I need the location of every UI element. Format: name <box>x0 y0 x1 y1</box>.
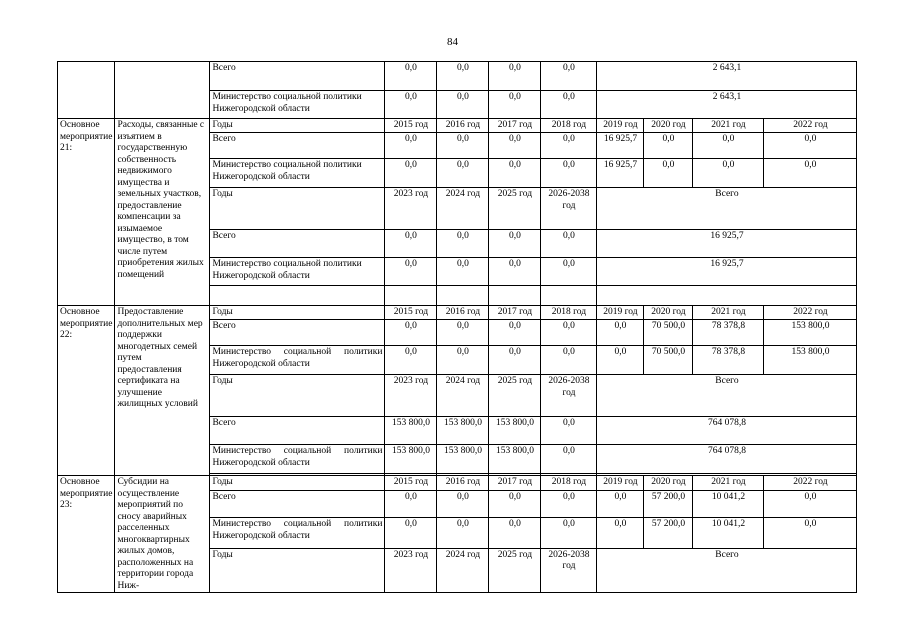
table-cell: 153 800,0 <box>385 417 437 445</box>
year-header: 2016 год <box>437 119 489 133</box>
row-label-vsego: Всего <box>210 62 385 91</box>
row-label-vsego: Всего <box>210 490 385 517</box>
row-label-vsego: Всего <box>210 133 385 159</box>
table-cell: 70 500,0 <box>644 346 693 375</box>
row-label-ministry: Министерство социальной политики Нижегородской области <box>210 159 385 188</box>
table-cell: 0,0 <box>541 258 597 286</box>
table-cell: 153 800,0 <box>764 320 857 346</box>
row-label-vsego: Всего <box>210 230 385 258</box>
table-cell: 0,0 <box>385 346 437 375</box>
year-header: 2018 год <box>541 476 597 491</box>
total-header: Всего <box>597 375 857 417</box>
cell-empty <box>541 286 597 306</box>
row-label-godu: Годы <box>210 306 385 320</box>
year-header: 2015 год <box>385 476 437 491</box>
year-header: 2019 год <box>597 306 644 320</box>
year-header: 2022 год <box>764 306 857 320</box>
cell-empty <box>385 286 437 306</box>
total-header: Всего <box>597 548 857 592</box>
table-cell: 0,0 <box>541 159 597 188</box>
table-cell: 0,0 <box>385 320 437 346</box>
total-cell: 16 925,7 <box>597 230 857 258</box>
year-header: 2021 год <box>693 476 764 491</box>
year-header: 2021 год <box>693 306 764 320</box>
table-cell: 0,0 <box>541 62 597 91</box>
year-header: 2021 год <box>693 119 764 133</box>
year-header: 2017 год <box>489 476 541 491</box>
table-cell: 153 800,0 <box>489 417 541 445</box>
measure-22-description: Предоставление дополнительных мер поддержки многодетных семей путем предоставления сертификата на улучшение жилищных условий <box>115 306 210 476</box>
measure-22-number: Основное мероприятие 22: <box>58 306 115 476</box>
table-cell: 0,0 <box>489 133 541 159</box>
table-cell: 0,0 <box>385 62 437 91</box>
year-header: 2026-2038 год <box>541 375 597 417</box>
row-label-vsego: Всего <box>210 417 385 445</box>
financing-table <box>57 61 857 593</box>
table-cell: 0,0 <box>437 518 489 549</box>
table-cell: 153 800,0 <box>764 346 857 375</box>
year-header: 2024 год <box>437 548 489 592</box>
row-label-godu: Годы <box>210 119 385 133</box>
total-cell: 2 643,1 <box>597 62 857 91</box>
total-cell: 2 643,1 <box>597 91 857 119</box>
year-header: 2026-2038 год <box>541 548 597 592</box>
table-cell: 0,0 <box>437 346 489 375</box>
table-cell: 0,0 <box>385 518 437 549</box>
table-row <box>58 476 857 491</box>
table-cell: 10 041,2 <box>693 518 764 549</box>
row-label-godu: Годы <box>210 476 385 491</box>
table-cell: 0,0 <box>541 445 597 474</box>
table-cell: 0,0 <box>597 518 644 549</box>
table-cell: 0,0 <box>644 159 693 188</box>
year-header: 2020 год <box>644 476 693 491</box>
measure-21-description: Расходы, связанные с изъятием в государственную собственность недвижимого имущества и земельных участков, предоставление компенсации за изымаемое имущество, в том числе путем приобретения жилых помещений <box>115 119 210 306</box>
year-header: 2025 год <box>489 188 541 230</box>
year-header: 2016 год <box>437 306 489 320</box>
table-row <box>58 62 857 91</box>
total-cell: 764 078,8 <box>597 417 857 445</box>
year-header: 2026-2038 год <box>541 188 597 230</box>
table-cell: 0,0 <box>764 159 857 188</box>
year-header: 2025 год <box>489 548 541 592</box>
total-cell: 764 078,8 <box>597 445 857 474</box>
year-header: 2023 год <box>385 188 437 230</box>
year-header: 2019 год <box>597 119 644 133</box>
table-cell: 0,0 <box>489 62 541 91</box>
cell-empty <box>489 286 541 306</box>
table-cell: 153 800,0 <box>437 445 489 474</box>
row-label-godu: Годы <box>210 188 385 230</box>
table-cell: 0,0 <box>597 490 644 517</box>
year-header: 2019 год <box>597 476 644 491</box>
cell-empty <box>58 62 115 119</box>
table-cell: 70 500,0 <box>644 320 693 346</box>
year-header: 2020 год <box>644 306 693 320</box>
table-cell: 0,0 <box>597 346 644 375</box>
table-cell: 0,0 <box>489 91 541 119</box>
table-cell: 0,0 <box>385 490 437 517</box>
table-cell: 0,0 <box>385 91 437 119</box>
year-header: 2024 год <box>437 188 489 230</box>
year-header: 2018 год <box>541 306 597 320</box>
table-cell: 0,0 <box>437 91 489 119</box>
year-header: 2024 год <box>437 375 489 417</box>
table-cell: 0,0 <box>693 159 764 188</box>
table-cell: 0,0 <box>489 518 541 549</box>
table-cell: 0,0 <box>385 159 437 188</box>
measure-23-description: Субсидии на осуществление мероприятий по сносу аварийных расселенных многоквартирных жилых домов, расположенных на территории города Ниж- <box>115 476 210 593</box>
table-cell: 0,0 <box>541 518 597 549</box>
year-header: 2017 год <box>489 306 541 320</box>
year-header: 2022 год <box>764 119 857 133</box>
table-cell: 0,0 <box>541 490 597 517</box>
year-header: 2015 год <box>385 119 437 133</box>
table-row <box>58 119 857 133</box>
table-cell: 0,0 <box>541 346 597 375</box>
cell-empty <box>597 286 857 306</box>
cell-empty <box>115 62 210 119</box>
row-label-ministry: Министерство социальной политики Нижегородской области <box>210 445 385 474</box>
table-cell: 0,0 <box>437 133 489 159</box>
measure-23-number: Основное мероприятие 23: <box>58 476 115 593</box>
table-cell: 0,0 <box>541 417 597 445</box>
table-cell: 0,0 <box>489 320 541 346</box>
table-cell: 0,0 <box>437 258 489 286</box>
year-header: 2020 год <box>644 119 693 133</box>
table-cell: 0,0 <box>489 490 541 517</box>
table-cell: 0,0 <box>437 159 489 188</box>
table-cell: 10 041,2 <box>693 490 764 517</box>
table-cell: 57 200,0 <box>644 518 693 549</box>
year-header: 2018 год <box>541 119 597 133</box>
table-cell: 0,0 <box>764 133 857 159</box>
table-cell: 0,0 <box>385 133 437 159</box>
table-cell: 16 925,7 <box>597 133 644 159</box>
table-cell: 0,0 <box>437 230 489 258</box>
year-header: 2025 год <box>489 375 541 417</box>
year-header: 2016 год <box>437 476 489 491</box>
table-cell: 0,0 <box>764 518 857 549</box>
table-cell: 0,0 <box>385 258 437 286</box>
table-cell: 0,0 <box>541 230 597 258</box>
table-cell: 153 800,0 <box>437 417 489 445</box>
cell-empty <box>437 286 489 306</box>
table-cell: 0,0 <box>541 320 597 346</box>
table-cell: 0,0 <box>489 159 541 188</box>
year-header: 2023 год <box>385 375 437 417</box>
table-cell: 0,0 <box>437 62 489 91</box>
table-cell: 0,0 <box>437 490 489 517</box>
row-label-vsego: Всего <box>210 320 385 346</box>
row-label-godu: Годы <box>210 375 385 417</box>
table-cell: 0,0 <box>489 258 541 286</box>
table-cell: 0,0 <box>644 133 693 159</box>
row-label-ministry: Министерство социальной политики Нижегородской области <box>210 91 385 119</box>
total-header: Всего <box>597 188 857 230</box>
table-cell: 0,0 <box>597 320 644 346</box>
row-label-ministry: Министерство социальной политики Нижегородской области <box>210 258 385 286</box>
row-label-ministry: Министерство социальной политики Нижегородской области <box>210 518 385 549</box>
year-header: 2017 год <box>489 119 541 133</box>
table-cell: 0,0 <box>489 230 541 258</box>
table-cell: 153 800,0 <box>489 445 541 474</box>
table-cell: 0,0 <box>693 133 764 159</box>
measure-21-number: Основное мероприятие 21: <box>58 119 115 306</box>
table-cell: 78 378,8 <box>693 320 764 346</box>
row-label-ministry: Министерство социальной политики Нижегородской области <box>210 346 385 375</box>
page-number: 84 <box>447 36 458 48</box>
total-cell: 16 925,7 <box>597 258 857 286</box>
table-cell: 78 378,8 <box>693 346 764 375</box>
table-cell: 0,0 <box>489 346 541 375</box>
table-cell: 0,0 <box>541 133 597 159</box>
year-header: 2023 год <box>385 548 437 592</box>
row-label-godu: Годы <box>210 548 385 592</box>
table-cell: 0,0 <box>541 91 597 119</box>
table-cell: 0,0 <box>437 320 489 346</box>
table-cell: 153 800,0 <box>385 445 437 474</box>
table-row <box>58 306 857 320</box>
table-cell: 16 925,7 <box>597 159 644 188</box>
year-header: 2015 год <box>385 306 437 320</box>
table-cell: 0,0 <box>764 490 857 517</box>
year-header: 2022 год <box>764 476 857 491</box>
table-cell: 0,0 <box>385 230 437 258</box>
table-cell: 57 200,0 <box>644 490 693 517</box>
cell-empty <box>210 286 385 306</box>
